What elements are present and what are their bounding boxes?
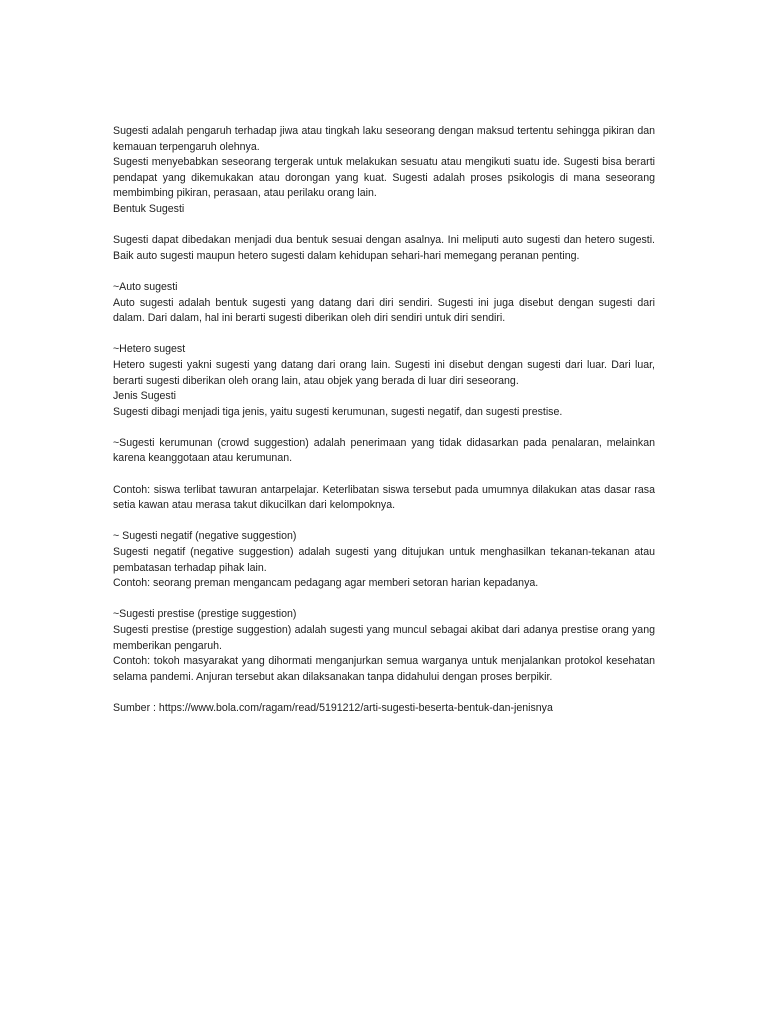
paragraph: Sugesti adalah pengaruh terhadap jiwa atau tingkah laku seseorang dengan maksud tertentu sehingga pikiran dan kemauan terpengaruh olehnya. xyxy=(113,125,655,153)
blank-line xyxy=(113,514,655,530)
section-heading: ~Hetero sugest xyxy=(113,343,186,356)
section-heading: ~Auto sugesti xyxy=(113,280,178,293)
blank-line xyxy=(113,685,655,701)
paragraph: Sugesti dibagi menjadi tiga jenis, yaitu sugesti kerumunan, sugesti negatif, dan sugesti prestise. xyxy=(113,405,563,418)
section-heading: Jenis Sugesti xyxy=(113,390,177,403)
blank-line xyxy=(113,420,655,436)
paragraph: Contoh: tokoh masyarakat yang dihormati menganjurkan semua warganya untuk menjalankan protokol kesehatan selama pandemi. Anjuran tersebut akan dilaksanakan tanpa didahului dengan proses berpikir. xyxy=(113,655,655,683)
blank-line xyxy=(113,592,655,608)
paragraph: Sugesti prestise (prestige suggestion) adalah sugesti yang muncul sebagai akibat dari adanya prestise orang yang memberikan pengaruh. xyxy=(113,624,655,652)
paragraph: Sugesti negatif (negative suggestion) adalah sugesti yang ditujukan untuk menghasilkan tekanan-tekanan atau pembatasan terhadap pihak lain. xyxy=(113,546,655,574)
paragraph: Contoh: seorang preman mengancam pedagang agar memberi setoran harian kepadanya. xyxy=(113,577,539,590)
paragraph: Hetero sugesti yakni sugesti yang datang dari orang lain. Sugesti ini disebut dengan sugesti dari luar. Dari luar, berarti sugesti diberikan oleh orang lain, atau objek yang berada di luar diri seseorang. xyxy=(113,358,655,387)
document-page xyxy=(113,124,655,717)
source-reference: Sumber : https://www.bola.com/ragam/read/5191212/arti-sugesti-beserta-bentuk-dan-jenisnya xyxy=(113,701,553,714)
paragraph: Sugesti menyebabkan seseorang tergerak untuk melakukan sesuatu atau mengikuti suatu ide. Sugesti bisa berarti pendapat yang dikemukakan atau dorongan yang kuat. Sugesti adalah proses psikologis di mana seseorang membimbing pikiran, perasaan, atau perilaku orang lain. xyxy=(113,156,655,200)
blank-line xyxy=(113,218,655,234)
section-heading: Bentuk Sugesti xyxy=(113,202,185,215)
blank-line xyxy=(113,264,655,280)
paragraph: Sugesti dapat dibedakan menjadi dua bentuk sesuai dengan asalnya. Ini meliputi auto sugesti dan hetero sugesti. Baik auto sugesti maupun hetero sugesti dalam kehidupan sehari-hari memegang peranan penting. xyxy=(113,234,655,262)
paragraph: Contoh: siswa terlibat tawuran antarpelajar. Keterlibatan siswa tersebut pada umumnya dilakukan atas dasar rasa setia kawan atau merasa takut dikucilkan dari kelompoknya. xyxy=(113,483,655,512)
paragraph: Auto sugesti adalah bentuk sugesti yang datang dari diri sendiri. Sugesti ini juga disebut dengan sugesti dari dalam. Dari dalam, hal ini berarti sugesti diberikan oleh diri sendiri untuk diri sendiri. xyxy=(113,296,655,325)
section-heading: ~ Sugesti negatif (negative suggestion) xyxy=(113,530,297,543)
blank-line xyxy=(113,327,655,343)
section-heading: ~Sugesti prestise (prestige suggestion) xyxy=(113,608,297,621)
blank-line xyxy=(113,467,655,483)
paragraph: ~Sugesti kerumunan (crowd suggestion) adalah penerimaan yang tidak didasarkan pada penalaran, melainkan karena keanggotaan atau kerumunan. xyxy=(113,436,655,465)
